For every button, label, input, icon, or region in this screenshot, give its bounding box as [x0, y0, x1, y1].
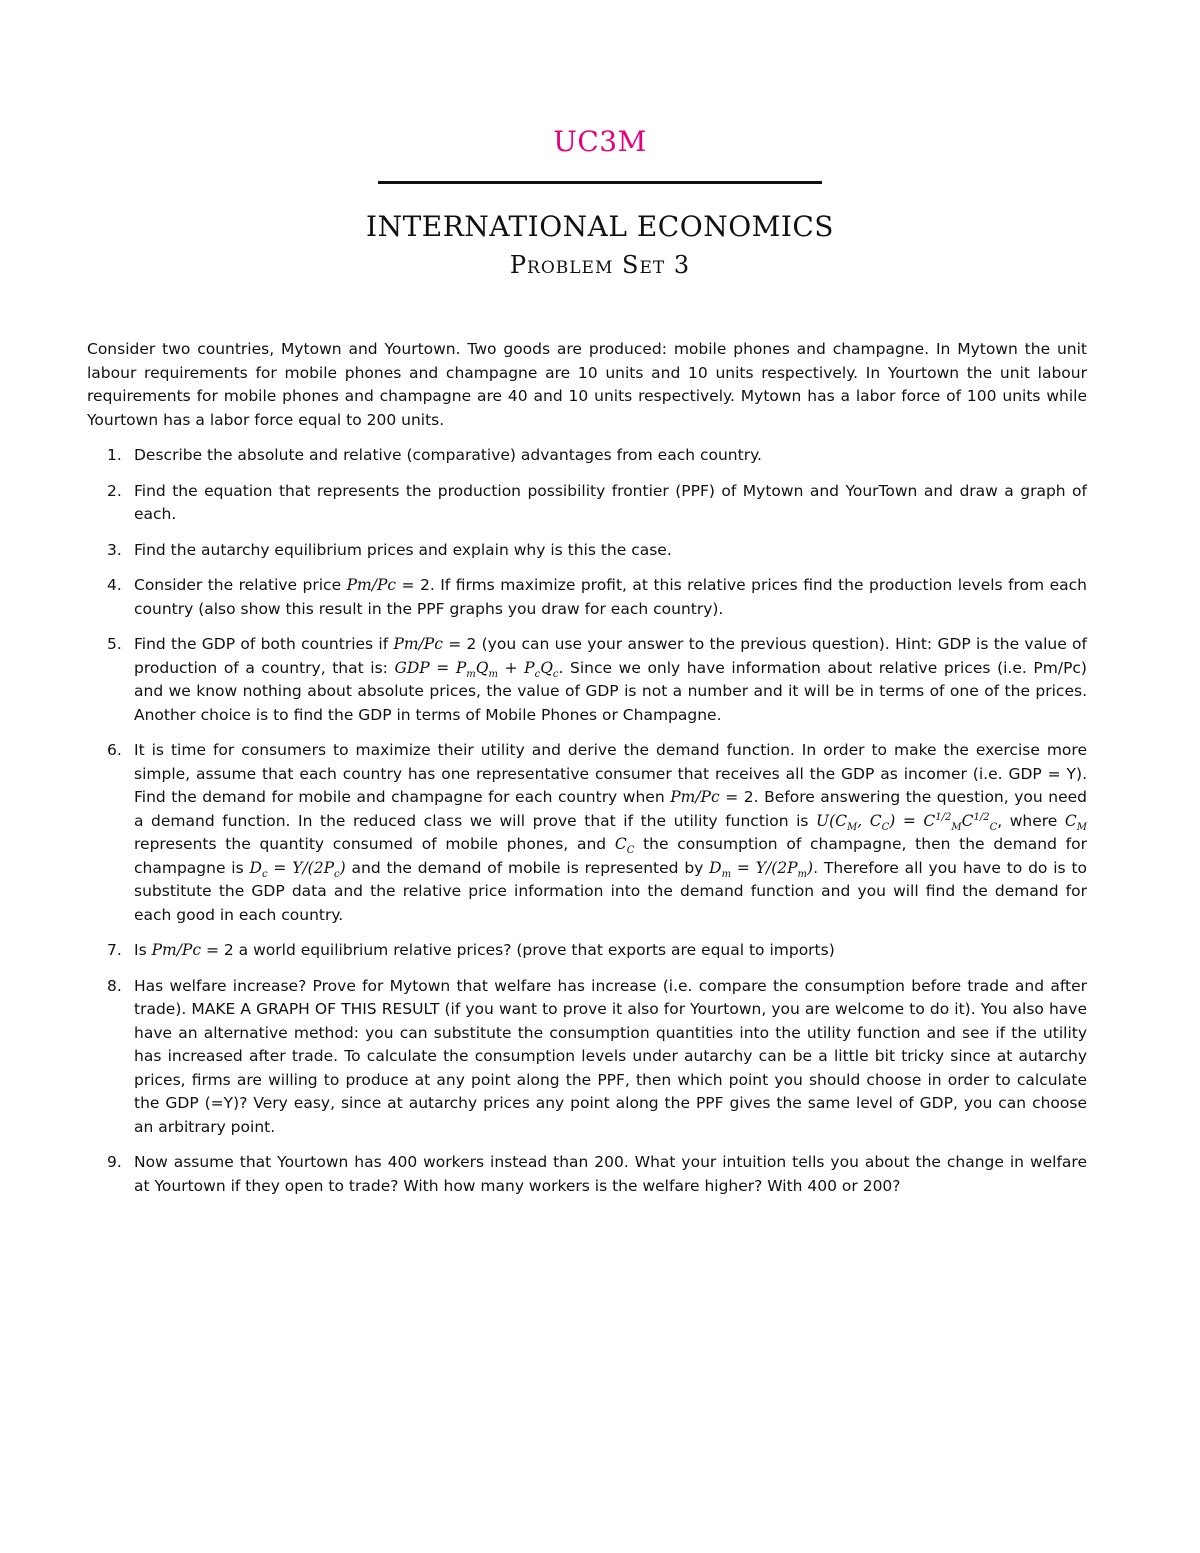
text-run: = 2 (you can use your answer to the previous question). Hint: GDP is the value of production of a country, that is: [134, 635, 1087, 677]
math-run: , C [857, 811, 882, 830]
question-text: Find the equation that represents the production possibility frontier (PPF) of Mytown and YourTown and draw a graph of each. [134, 481, 1087, 523]
text-run: = 2. Before answering the question, you need a demand function. In the reduced class we will prove that if the utility function is [134, 788, 1087, 830]
text-run: . Therefore all you have to do is to substitute the GDP data and the relative price information into the demand function and you will find the demand for each good in each country. [134, 858, 1088, 924]
text-run: = 2. If firms maximize profit, at this relative prices find the production levels from each country (also show this result in the PPF graphs you draw for each country). [134, 576, 1088, 618]
question-9 [87, 1151, 1087, 1198]
question-3 [87, 539, 1087, 563]
question-5 [87, 633, 1087, 727]
math-run: C [1064, 811, 1077, 830]
math-run: U(C [816, 811, 847, 830]
math-gdp-formula [394, 658, 559, 680]
math-subscript: m [488, 668, 498, 680]
question-7 [87, 939, 1087, 963]
university-logo-text: UC3M [553, 125, 647, 158]
document-header [0, 124, 1200, 280]
text-run: represents the quantity consumed of mobile phones, and [134, 835, 615, 853]
math-run: = Y/(2P [731, 858, 798, 877]
problem-set-title: Problem Set 3 [509, 251, 691, 279]
math-subscript: m [797, 868, 808, 880]
question-8 [87, 975, 1087, 1140]
question-text: Has welfare increase? Prove for Mytown that welfare has increase (i.e. compare the consumption before trade and after trade). MAKE A GRAPH OF THIS RESULT (if you want to prove it also for Yourtown, you are welcome to do it). You also have have an alternative method: you can substitute the consumption quantities into the utility function and see if the utility has increased after trade. To calculate the consumption levels under autarchy can be a little bit tricky since at autarchy prices, firms are willing to produce at any point along the PPF, then which point you should choose in order to calculate the GDP (=Y)? Very easy, since at autarchy prices any point along the PPF gives the same level of GDP, you can choose an arbitrary point. [134, 976, 1087, 1136]
math-demand-champagne [249, 858, 346, 880]
question-1 [87, 444, 1087, 468]
text-run: Is [134, 941, 152, 959]
math-subscript: C [989, 821, 998, 833]
text-run: . Since we only have information about relative prices (i.e. Pm/Pc) and we know nothing about absolute prices, the value of GDP is not a number and it will be in terms of one of the prices. Another choice is to find the GDP in terms of Mobile Phones or Champagne. [134, 658, 1087, 724]
math-subscript: C [881, 821, 890, 833]
question-text [134, 741, 1087, 924]
course-title: INTERNATIONAL ECONOMICS [366, 210, 834, 243]
math-subscript: C [626, 845, 635, 857]
question-number: 4. [107, 576, 122, 594]
math-run: C [614, 835, 627, 853]
text-run: It is time for consumers to maximize their utility and derive the demand function. In order to make the exercise more simple, assume that each country has one representative consumer that receives all the GDP as incomer (i.e. GDP = Y). Find the demand for mobile and champagne for each country when [134, 741, 1087, 806]
math-utility-function [816, 811, 998, 833]
math-run: D [249, 858, 262, 877]
intro-paragraph: Consider two countries, Mytown and Yourtown. Two goods are produced: mobile phones and champagne. In Mytown the unit labour requirements for mobile phones and champagne are 10 units and 10 units respectively. In Yourtown the unit labour requirements for mobile phones and champagne are 40 and 10 units respectively. Mytown has a labor force of 100 units while Yourtown has a labor force equal to 200 units. [87, 340, 1087, 429]
question-text: Now assume that Yourtown has 400 workers instead than 200. What your intuition tells you about the change in welfare at Yourtown if they open to trade? With how many workers is the welfare higher? With 400 or 200? [134, 1153, 1087, 1195]
math-run: GDP = P [394, 658, 467, 677]
math-run: Q [540, 658, 553, 677]
question-number: 3. [107, 540, 122, 559]
math-run: ) = C [889, 811, 936, 830]
math-price-ratio: Pm/Pc [346, 576, 397, 594]
question-list [87, 444, 1087, 1198]
question-number: 5. [107, 635, 122, 653]
question-4 [87, 574, 1087, 621]
header-rule [378, 181, 822, 184]
text-run: , where [997, 811, 1065, 830]
math-symbol [1064, 811, 1088, 833]
math-subscript: m [466, 668, 476, 680]
text-run: Consider the relative price [134, 576, 347, 594]
math-subscript: m [721, 868, 732, 880]
question-number: 6. [107, 741, 122, 759]
math-subscript: c [534, 668, 541, 680]
question-2 [87, 480, 1087, 527]
math-subscript: M [847, 821, 858, 833]
document-body [87, 338, 1087, 1210]
question-6 [87, 739, 1087, 927]
math-price-ratio: Pm/Pc [393, 635, 443, 653]
question-number: 9. [107, 1153, 122, 1171]
math-run: C [961, 811, 974, 830]
math-superscript: 1/2 [973, 811, 990, 823]
question-text: Find the autarchy equilibrium prices and explain why is this the case. [134, 540, 672, 559]
question-number: 2. [107, 481, 122, 500]
math-run: Q [475, 658, 489, 677]
math-superscript: 1/2 [935, 811, 952, 823]
math-subscript: c [261, 868, 268, 880]
math-subscript: M [951, 821, 962, 833]
question-number: 1. [107, 446, 122, 464]
math-subscript: M [1076, 821, 1088, 833]
math-price-ratio: Pm/Pc [670, 788, 720, 806]
question-text [134, 635, 1087, 724]
math-symbol [614, 835, 635, 857]
math-run: D [709, 858, 722, 877]
math-demand-mobile [709, 858, 814, 880]
math-run: ) [807, 858, 814, 877]
math-run: = Y/(2P [267, 858, 335, 877]
text-run: Find the GDP of both countries if [134, 635, 394, 653]
question-number: 7. [107, 941, 122, 959]
question-text [134, 576, 1087, 618]
question-number: 8. [107, 976, 122, 995]
question-text: Describe the absolute and relative (comparative) advantages from each country. [134, 446, 762, 464]
math-run: + P [497, 658, 535, 677]
math-subscript: c [334, 868, 340, 880]
text-run: the consumption of champagne, then the demand for champagne is [134, 835, 1087, 877]
math-run: ) [339, 858, 346, 877]
text-run: and the demand of mobile is represented by [345, 858, 710, 877]
question-text [134, 941, 835, 959]
math-subscript: c [552, 668, 559, 680]
text-run: = 2 a world equilibrium relative prices? (prove that exports are equal to imports) [201, 941, 835, 959]
math-price-ratio: Pm/Pc [151, 941, 202, 959]
